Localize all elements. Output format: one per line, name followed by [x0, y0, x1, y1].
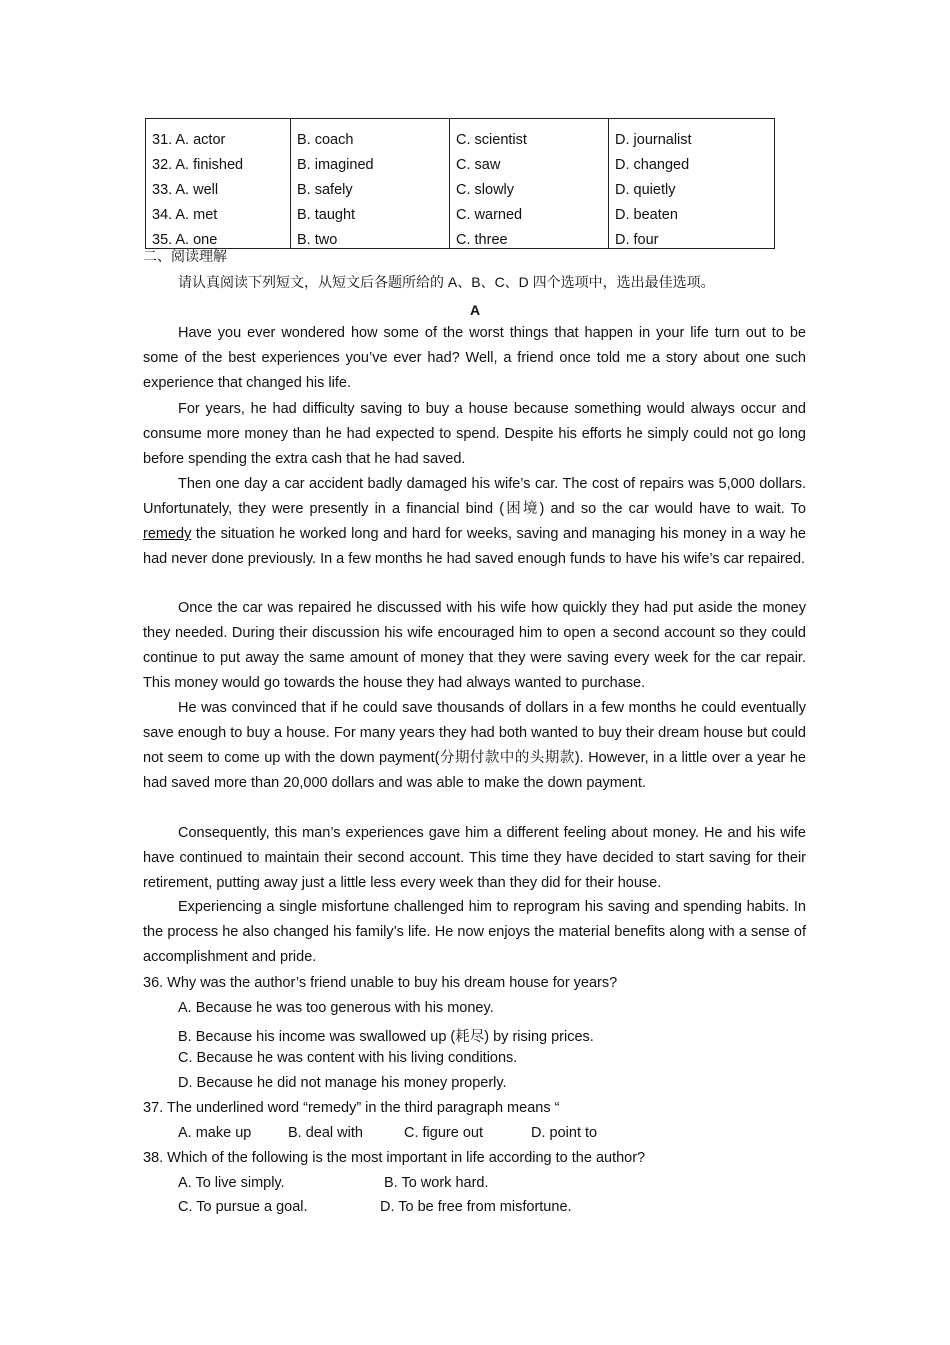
section-label: 二、阅读理解 — [143, 248, 227, 264]
question-38-option-b: B. To work hard. — [384, 1175, 489, 1191]
table-cell: B. safely — [291, 173, 450, 198]
table-row — [146, 119, 775, 149]
table-cell: C. warned — [450, 198, 609, 223]
options-table — [145, 118, 775, 249]
question-36-option-d: D. Because he did not manage his money properly. — [178, 1075, 507, 1091]
question-37-option-a: A. make up — [178, 1125, 252, 1141]
table-cell: B. two — [291, 223, 450, 249]
paragraph-2: For years, he had difficulty saving to buy a house because something would always occur and consume more money than he had expected to spend. Despite his efforts he simply could not go long before spending the extra cash that he had saved. — [143, 401, 806, 467]
paragraph-6: Consequently, this man’s experiences gave him a different feeling about money. He and his wife have continued to maintain their second account. This time they have decided to start saving for their retirement, putting away just a little less every week than they did for their house. — [143, 825, 806, 891]
paragraph-7: Experiencing a single misfortune challenged him to reprogram his saving and spending habits. In the process he also changed his family’s life. He now enjoys the material benefits along with a sense of accomplishment and pride. — [143, 899, 806, 965]
question-36-option-a: A. Because he was too generous with his money. — [178, 1000, 494, 1016]
question-37-option-b: B. deal with — [288, 1125, 363, 1141]
table-row — [146, 148, 775, 173]
table-cell: 34. A. met — [146, 198, 291, 223]
table-cell: D. four — [609, 223, 775, 249]
paragraph-3-text-a: Then one day a car accident badly damaged his wife’s car. The cost of repairs was 5,000 dollars. Unfortunately, they were presently in a financial bind (困境) and so the car would have to wait. To — [143, 476, 806, 517]
table-cell: D. changed — [609, 148, 775, 173]
question-37-option-d: D. point to — [531, 1125, 598, 1141]
table-cell: C. three — [450, 223, 609, 249]
question-36-option-c: C. Because he was content with his living conditions. — [178, 1050, 518, 1066]
table-row — [146, 173, 775, 198]
paragraph-4: Once the car was repaired he discussed with his wife how quickly they had put aside the money they needed. During their discussion his wife encouraged him to open a second account so they could continue to put away the same amount of money that they were saving every week for the car repair. This money would go towards the house they had always wanted to purchase. — [143, 600, 806, 691]
table-cell: C. slowly — [450, 173, 609, 198]
table-cell: B. coach — [291, 119, 450, 149]
underlined-word-remedy: remedy — [143, 526, 192, 542]
question-38-option-a: A. To live simply. — [178, 1175, 285, 1191]
question-37-option-c: C. figure out — [404, 1125, 483, 1141]
passage-title: A — [470, 302, 481, 318]
question-38-option-d: D. To be free from misfortune. — [380, 1199, 572, 1215]
question-36-option-b: B. Because his income was swallowed up (耗尽) by rising prices. — [178, 1029, 594, 1045]
table-cell: D. journalist — [609, 119, 775, 149]
table-row — [146, 223, 775, 249]
table-cell: B. taught — [291, 198, 450, 223]
question-36: 36. Why was the author’s friend unable to buy his dream house for years? — [143, 975, 618, 991]
paragraph-3-text-b: the situation he worked long and hard for weeks, saving and managing his money in a way he had never done previously. In a few months he had saved enough funds to have his wife’s car repaired. — [143, 526, 806, 567]
paragraph-3 — [143, 472, 806, 572]
table-cell: 35. A. one — [146, 223, 291, 249]
table-cell: 32. A. finished — [146, 148, 291, 173]
table-row — [146, 198, 775, 223]
question-38: 38. Which of the following is the most important in life according to the author? — [143, 1150, 646, 1166]
paragraph-5: He was convinced that if he could save thousands of dollars in a few months he could eventually save enough to buy a house. For many years they had both wanted to buy their dream house but could not seem to come up with the down payment(分期付款中的头期款). However, in a little over a year he had saved more than 20,000 dollars and was able to make the down payment. — [143, 700, 806, 791]
table-cell: D. quietly — [609, 173, 775, 198]
paragraph-1: Have you ever wondered how some of the worst things that happen in your life turn out to be some of the best experiences you’ve ever had? Well, a friend once told me a story about one such experience that changed his life. — [143, 325, 806, 391]
table-cell: C. saw — [450, 148, 609, 173]
table-cell: 33. A. well — [146, 173, 291, 198]
instruction: 请认真阅读下列短文，从短文后各题所给的 A、B、C、D 四个选项中，选出最佳选项。 — [178, 274, 715, 290]
question-37: 37. The underlined word “remedy” in the third paragraph means “ — [143, 1100, 560, 1116]
table-cell: B. imagined — [291, 148, 450, 173]
table-cell: D. beaten — [609, 198, 775, 223]
question-38-option-c: C. To pursue a goal. — [178, 1199, 308, 1215]
table-cell: C. scientist — [450, 119, 609, 149]
table-cell: 31. A. actor — [146, 119, 291, 149]
